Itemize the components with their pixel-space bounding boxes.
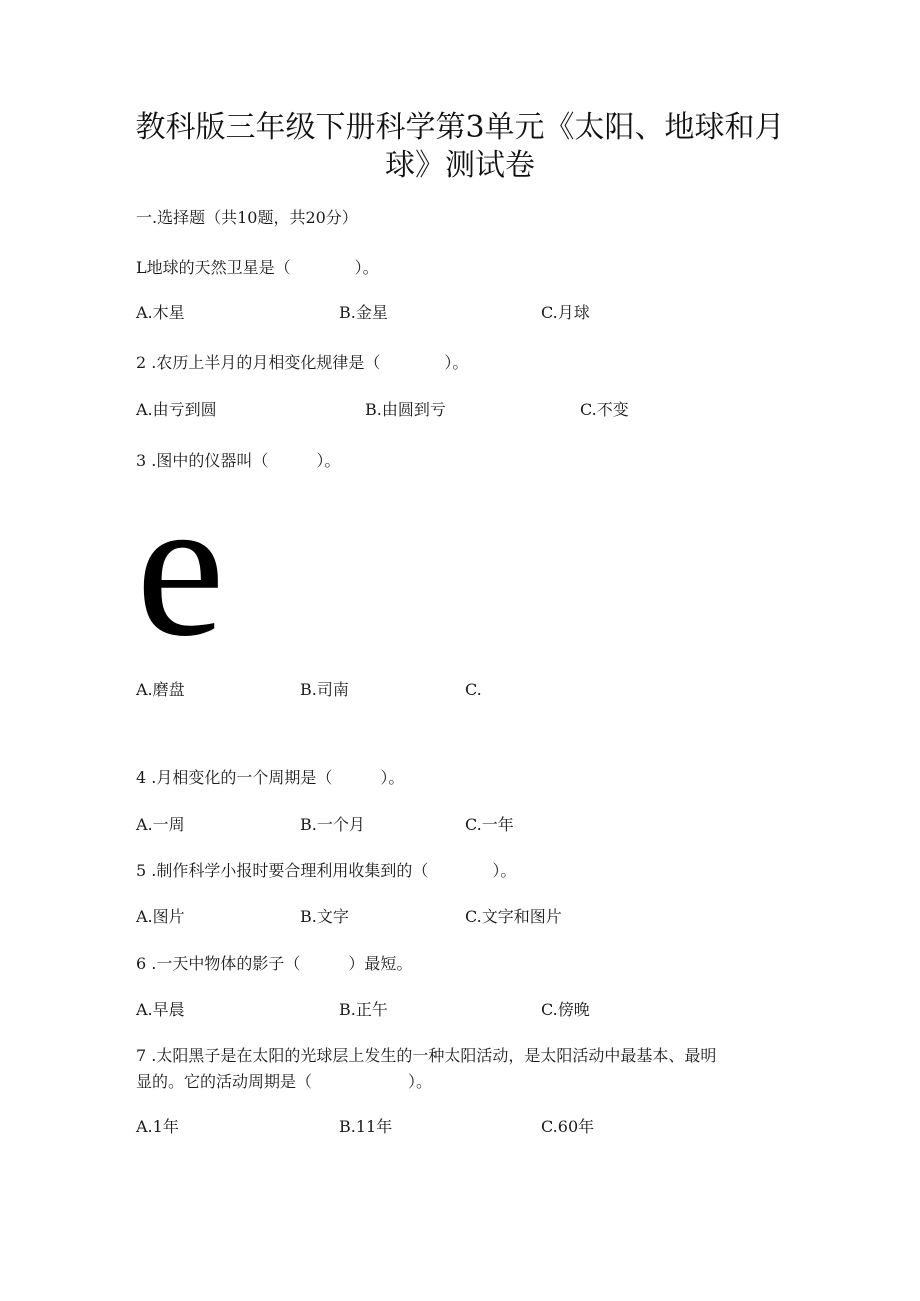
document-title-line1: 教科版三年级下册科学第3单元《太阳、地球和月 (135, 110, 785, 145)
q7-option-c: C.60年 (541, 1117, 595, 1136)
question-5: 5 .制作科学小报时要合理利用收集到的（ ）。 (136, 861, 517, 880)
q6-option-c: C.傍晚 (541, 1000, 590, 1019)
q4-option-b: B.一个月 (300, 815, 365, 834)
q2-option-a: A.由亏到圆 (136, 400, 217, 419)
question-7-line2: 显的。它的活动周期是（ ）。 (136, 1072, 433, 1091)
q1-option-b: B.金星 (339, 303, 388, 322)
section-heading: 一.选择题（共10题，共20分） (136, 208, 358, 227)
document-title-line2: 球》测试卷 (385, 148, 535, 183)
q7-option-a: A.1年 (136, 1117, 179, 1136)
q3-option-a: A.磨盘 (136, 680, 185, 699)
q5-option-c: C.文字和图片 (465, 907, 562, 926)
q2-option-c: C.不变 (580, 400, 629, 419)
q1-option-a: A.木星 (136, 303, 185, 322)
question-2: 2 .农历上半月的月相变化规律是（ ）。 (136, 353, 469, 372)
question-3-figure: e (136, 457, 225, 678)
q4-option-a: A.一周 (136, 815, 185, 834)
q1-option-c: C.月球 (541, 303, 590, 322)
q3-option-c: C. (465, 680, 482, 699)
q3-option-b: B.司南 (300, 680, 349, 699)
question-7-line1: 7 .太阳黑子是在太阳的光球层上发生的一种太阳活动，是太阳活动中最基本、最明 (136, 1046, 717, 1065)
q2-option-b: B.由圆到亏 (365, 400, 446, 419)
q5-option-a: A.图片 (136, 907, 185, 926)
q5-option-b: B.文字 (300, 907, 349, 926)
question-1: L地球的天然卫星是（ ）。 (136, 258, 379, 277)
q4-option-c: C.一年 (465, 815, 514, 834)
q6-option-b: B.正午 (339, 1000, 388, 1019)
q7-option-b: B.11年 (339, 1117, 393, 1136)
question-4: 4 .月相变化的一个周期是（ ）。 (136, 768, 405, 787)
question-6: 6 .一天中物体的影子（ ）最短。 (136, 954, 413, 973)
q6-option-a: A.早晨 (136, 1000, 185, 1019)
question-3: 3 .图中的仪器叫（ ）。 (136, 451, 341, 470)
